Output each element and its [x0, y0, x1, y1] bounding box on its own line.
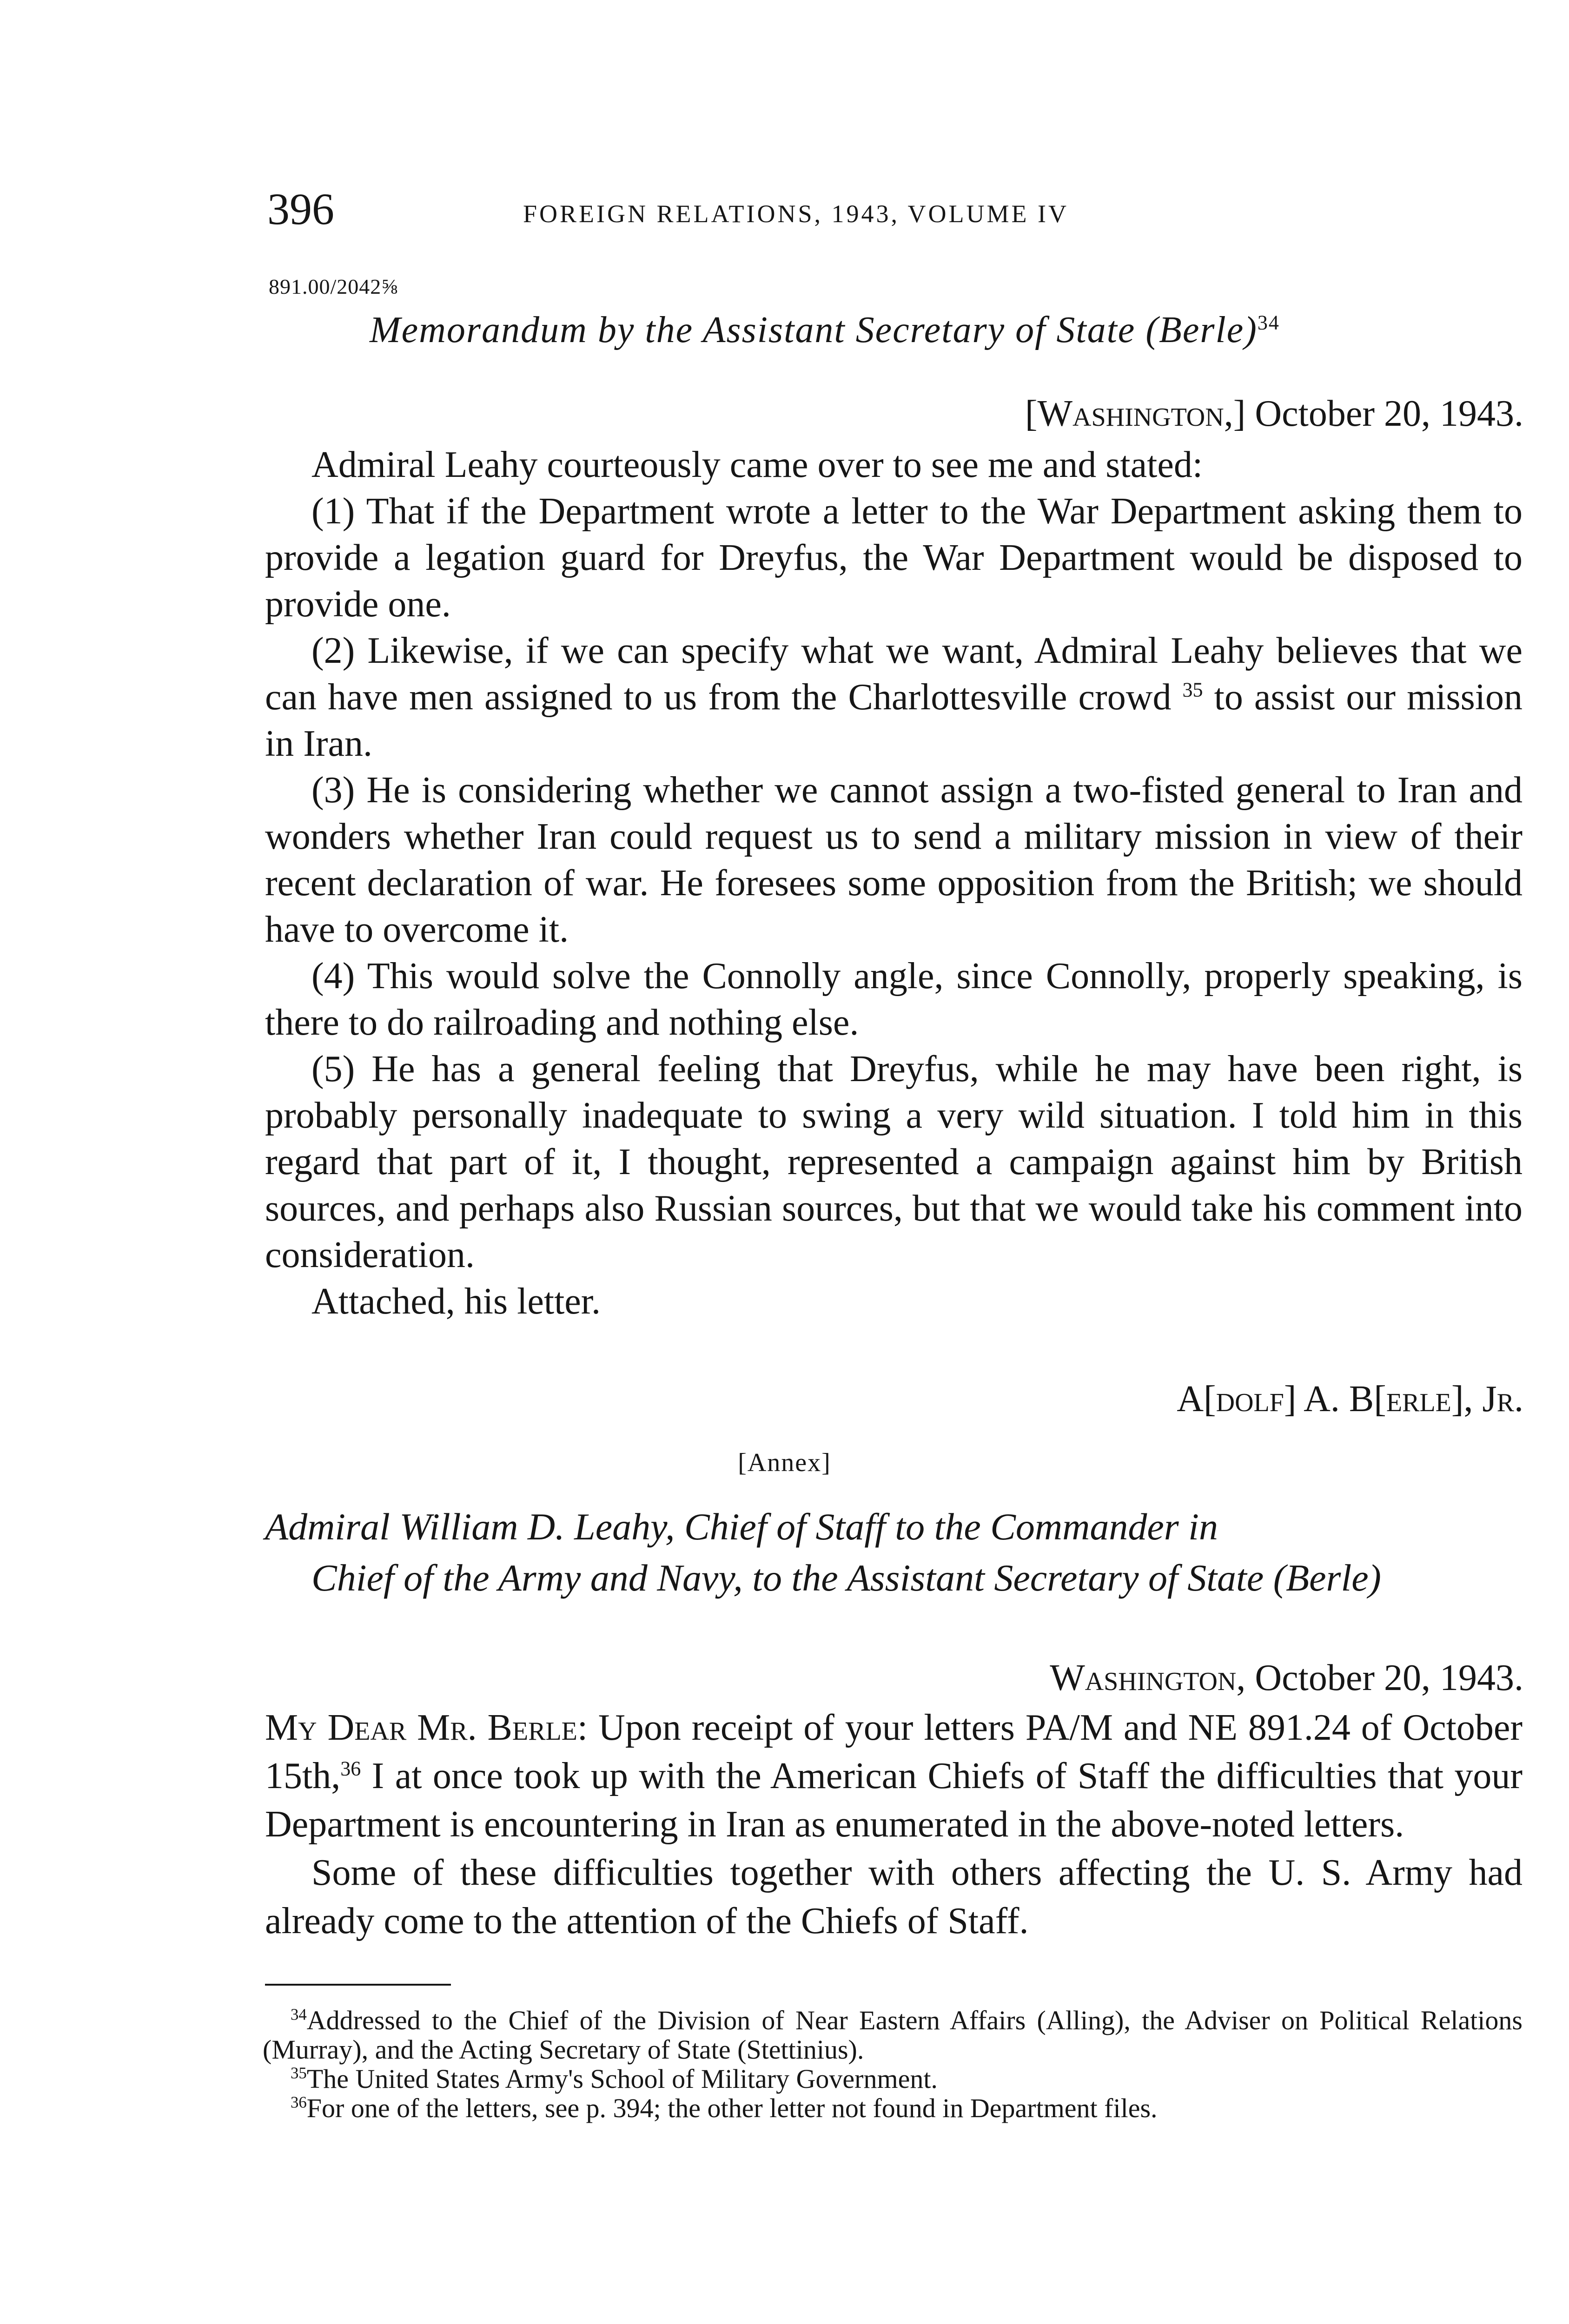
footnote-text: Addressed to the Chief of the Division of Near Eastern Affairs (Alling), the Adviser on Political Relations (Murray), and the Acting Secretary of State (Stettinius). — [263, 2005, 1523, 2065]
annex-title — [265, 1501, 1523, 1604]
salutation: My Dear Mr. Berle: — [265, 1707, 588, 1748]
footnote-text: For one of the letters, see p. 394; the other letter not found in Department files. — [306, 2093, 1158, 2123]
footnote-mark: 36 — [291, 2093, 307, 2112]
page-number: 396 — [267, 184, 334, 234]
footnote-ref-35: 35 — [1182, 678, 1203, 701]
footnote — [263, 2093, 1523, 2123]
file-number: 891.00/2042⅝ — [269, 275, 398, 298]
signature: A[dolf] A. B[erle], Jr. — [1177, 1379, 1523, 1419]
memo-paragraph — [265, 627, 1523, 767]
memo-title-text: Memorandum by the Assistant Secretary of State (Berle) — [370, 310, 1258, 350]
memo-dateline-date: October 20, 1943. — [1255, 393, 1523, 434]
footnote-ref-36: 36 — [340, 1757, 361, 1780]
annex-dateline — [1050, 1657, 1523, 1699]
letter-paragraph: Some of these difficulties together with others affecting the U. S. Army had already come to the attention of the Chiefs of Staff. — [265, 1852, 1523, 1941]
footnote — [263, 2064, 1523, 2093]
signature-initial: A — [1177, 1379, 1204, 1419]
signature-middle: A. B — [1304, 1379, 1374, 1419]
memo-body — [265, 442, 1523, 1325]
running-title: FOREIGN RELATIONS, 1943, VOLUME IV — [523, 200, 1069, 228]
annex-dateline-place: Washington, — [1050, 1657, 1246, 1698]
memo-paragraph: Attached, his letter. — [311, 1281, 601, 1322]
signature-comma: , — [1463, 1379, 1473, 1419]
footnote-mark: 34 — [291, 2005, 307, 2024]
footnotes — [263, 2006, 1523, 2123]
annex-title-line: Chief of the Army and Navy, to the Assistant Secretary of State (Berle) — [311, 1557, 1381, 1599]
memo-paragraph: (1) That if the Department wrote a letter to the War Department asking them to provide a legation guard for Dreyfus, the War Department would be disposed to provide one. — [265, 491, 1523, 625]
memo-paragraph: (5) He has a general feeling that Dreyfus, while he may have been right, is probably personally inadequate to swing a very wild situation. I told him in this regard that part of it, I thought, represented a campaign against him by British sources, and perhaps also Russian sources, but that we would take his comment into consideration. — [265, 1049, 1523, 1275]
memo-paragraph-text: to assist our mission in Iran. — [265, 677, 1523, 764]
signature-bracket-text: erle — [1386, 1379, 1451, 1419]
memo-dateline-place: Washington, — [1037, 393, 1233, 434]
annex-title-line: Admiral William D. Leahy, Chief of Staff to the Commander in — [265, 1505, 1218, 1548]
footnote-divider — [265, 1984, 451, 1986]
annex-label: [Annex] — [738, 1448, 831, 1477]
memo-paragraph-text: (2) Likewise, if we can specify what we want, Admiral Leahy believes that we can have men assigned to us from the Charlottesville crowd — [265, 630, 1523, 718]
signature-suffix: Jr. — [1482, 1379, 1523, 1419]
letter-paragraph — [265, 1703, 1523, 1849]
letter-body — [265, 1703, 1523, 1945]
page-header — [267, 181, 1523, 237]
footnote-ref-34: 34 — [1257, 311, 1280, 334]
footnote — [263, 2006, 1523, 2064]
letter-text: I at once took up with the American Chiefs of Staff the difficulties that your Department is encountering in Iran as enumerated in the above-noted letters. — [265, 1756, 1523, 1845]
annex-dateline-date: October 20, 1943. — [1255, 1657, 1523, 1698]
signature-bracket-text: dolf — [1216, 1379, 1284, 1419]
memo-paragraph: Admiral Leahy courteously came over to see me and stated: — [311, 444, 1203, 485]
footnote-mark: 35 — [291, 2064, 307, 2082]
memo-dateline: [Washington,] October 20, 1943. — [1025, 393, 1523, 434]
memo-paragraph: (3) He is considering whether we cannot assign a two-fisted general to Iran and wonders whether Iran could request us to send a military mission in view of their recent declaration of war. He foresees some opposition from the British; we should have to overcome it. — [265, 770, 1523, 950]
footnote-text: The United States Army's School of Military Government. — [306, 2064, 938, 2094]
memo-paragraph: (4) This would solve the Connolly angle, since Connolly, properly speaking, is there to do railroading and nothing else. — [265, 956, 1523, 1043]
letter-text: Upon receipt of your letters PA/M and NE 891.24 of October 15th, — [265, 1707, 1523, 1796]
memo-title — [370, 309, 1280, 351]
